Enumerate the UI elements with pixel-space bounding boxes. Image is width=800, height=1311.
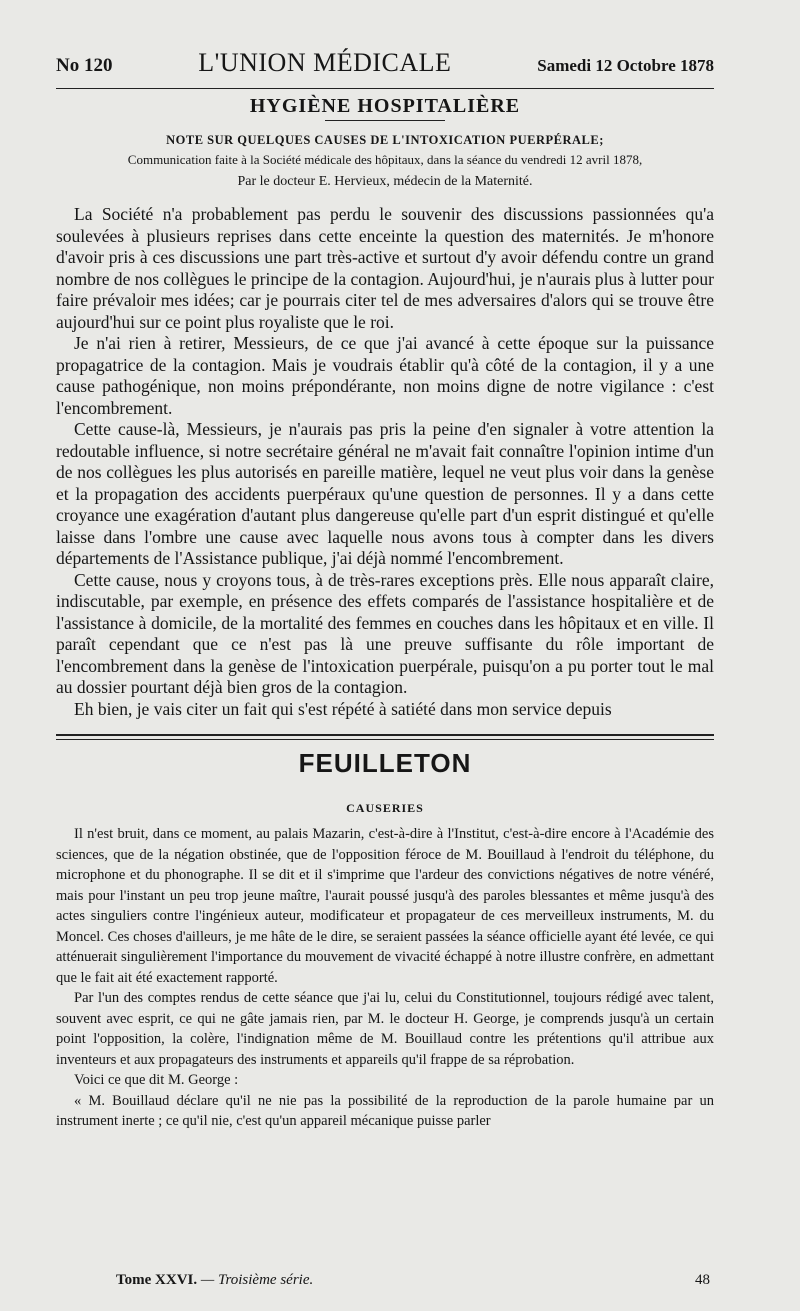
tome-label: Tome XXVI. [116, 1272, 198, 1288]
page-footer [116, 1272, 710, 1289]
feuilleton-paragraph: « M. Bouillaud déclare qu'il ne nie pas la possibilité de la reproduction de la parole humaine par un instrument inerte ; ce qu'il nie, c'est qu'un appareil mécanique puisse parler [56, 1092, 714, 1129]
section-title: HYGIÈNE HOSPITALIÈRE [249, 95, 521, 117]
feuilleton-body [56, 824, 714, 1132]
section-divider [325, 120, 445, 121]
feuilleton-paragraph: Il n'est bruit, dans ce moment, au palais Mazarin, c'est-à-dire à l'Institut, c'est-à-dire encore à l'Académie des sciences, que de la négation obstinée, que de l'opposition féroce de M. Bouillaud à l'endroit du téléphone, du microphone et du phonographe. Il se dit et il s'imprime que l'ardeur des convictions négatives de notre vénéré, mais pour l'instant un peu trop jeune maître, l'aurait poussé jusqu'à des paroles blessantes et même jusqu'à des actes singuliers contre l'ingénieux auteur, modificateur et propagateur de ces merveilleux instruments, M. du Moncel. Ces choses d'ailleurs, je me hâte de le dire, se seraient passées la séance officielle ayant été levée, ce qui atténuerait singulièrement l'importance du mouvement de vivacité échappé à notre illustre confrère, en admettant que le fait ait été exactement rapporté. [56, 826, 714, 986]
article-body [56, 204, 714, 720]
feuilleton-divider [56, 734, 714, 740]
author-byline: Par le docteur E. Hervieux, médecin de la Maternité. [237, 174, 533, 189]
article-paragraph: La Société n'a probablement pas perdu le souvenir des discussions passionnées qu'a soulevées à plusieurs reprises dans cette enceinte la question des maternités. Je m'honore d'avoir pris à ces discussions une part très-active et surtout d'y avoir défendu contre un grand nombre de nos collègues le principe de la contagion. Aujourd'hui, je n'aurais plus à lutter pour faire prévaloir mes idées; car je pourrais citer tel de mes adversaires d'alors qui se trouve être aujourd'hui sur ce point plus royaliste que le roi. [56, 204, 715, 332]
article-paragraph: Cette cause, nous y croyons tous, à de très-rares exceptions près. Elle nous apparaît claire, indiscutable, par exemple, en présence des effets comparés de l'assistance hospitalière et de l'assistance à domicile, de la mortalité des femmes en couches dans les hôpitaux et en ville. Il paraît cependant que ce n'est pas là une preuve suffisante du rôle important de l'encombrement dans la genèse de l'intoxication puerpérale, puisqu'on a pu porter tout le mal au dossier pourtant déjà bien gros de la contagion. [56, 569, 714, 697]
journal-title: L'UNION MÉDICALE [198, 48, 452, 77]
feuilleton-title: FEUILLETON [298, 748, 472, 778]
note-title: NOTE SUR QUELQUES CAUSES DE L'INTOXICATION PUERPÉRALE; [166, 133, 604, 147]
series-label: — Troisième série. [200, 1272, 314, 1288]
article-paragraph: Cette cause-là, Messieurs, je n'aurais pas pris la peine d'en signaler à votre attention la redoutable influence, si notre secrétaire général ne m'avait fait connaître l'opinion intime d'un de nos collègues les plus autorisés en pareille matière, lequel ne veut plus voir dans la genèse et la propagation des accidents puerpéraux qu'une question de personnes. Il y a dans cette croyance une exagération d'autant plus dangereuse qu'elle part d'un esprit distingué et qu'elle laisse dans l'ombre une cause avec laquelle nous avons tous à compter dans les divers départements de l'Assistance publique, j'ai déjà nommé l'encombrement. [56, 419, 714, 568]
communication-line: Communication faite à la Société médicale des hôpitaux, dans la séance du vendredi 12 avril 1878, [127, 152, 643, 167]
page-number: 48 [695, 1272, 710, 1288]
issue-number: No 120 [56, 55, 113, 76]
issue-date: Samedi 12 Octobre 1878 [537, 56, 714, 75]
feuilleton-subtitle: CAUSERIES [346, 801, 424, 815]
page-header [56, 48, 714, 89]
article-paragraph: Eh bien, je vais citer un fait qui s'est répété à satiété dans mon service depuis [74, 698, 612, 719]
volume-info [116, 1272, 313, 1289]
feuilleton-paragraph: Voici ce que dit M. George : [74, 1072, 239, 1088]
feuilleton-paragraph: Par l'un des comptes rendus de cette séance que j'ai lu, celui du Constitutionnel, toujours rédigé avec talent, souvent avec esprit, ce qui ne gâte jamais rien, par M. le docteur H. George, je comprends jusqu'à un certain point l'opposition, la colère, l'indignation même de M. Bouillaud contre les prétentions qu'il attribue aux inventeurs et aux propagateurs des instruments et appareils qu'il frappe de sa réprobation. [56, 990, 714, 1068]
article-paragraph: Je n'ai rien à retirer, Messieurs, de ce que j'ai avancé à cette époque sur la puissance propagatrice de la contagion. Mais je voudrais établir qu'à côté de la contagion, il y a une cause pathogénique, non moins prépondérante, non moins digne de notre vigilance : c'est l'encombrement. [56, 333, 714, 418]
